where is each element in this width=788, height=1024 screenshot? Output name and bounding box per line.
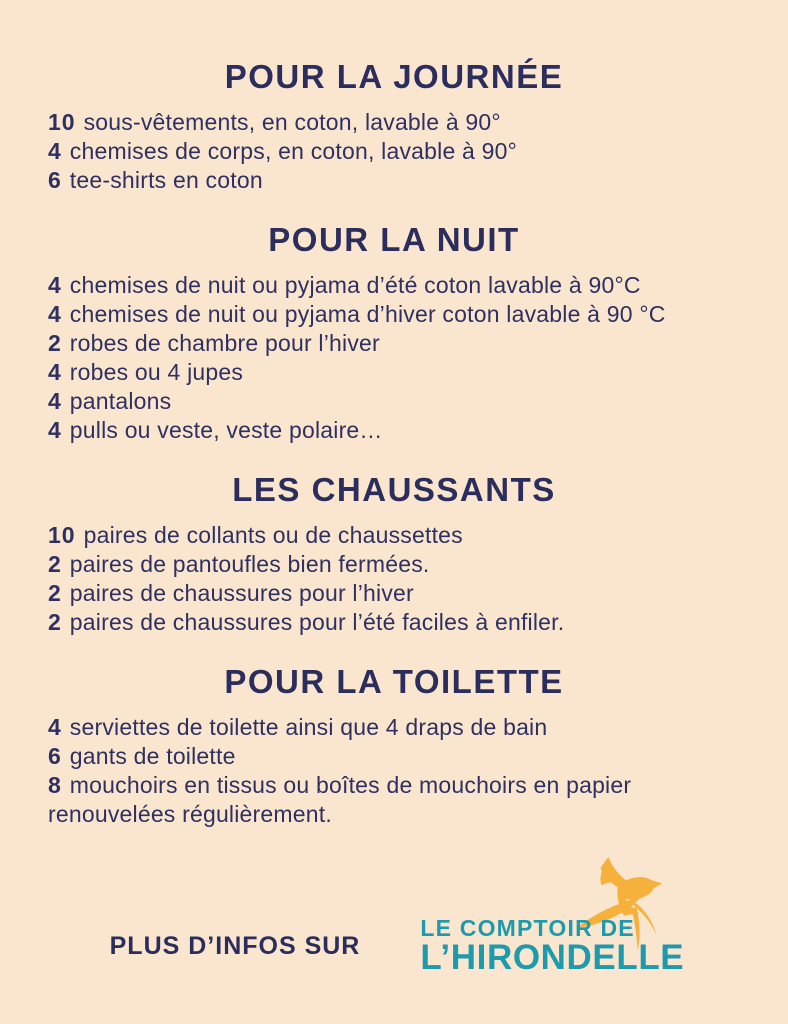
section-title: POUR LA JOURNÉE	[224, 58, 564, 95]
item-quantity: 4	[48, 714, 62, 740]
section-title: POUR LA NUIT	[268, 221, 520, 258]
item-text: pantalons	[69, 388, 172, 414]
list-item	[48, 329, 740, 358]
list-item	[48, 271, 740, 300]
logo-text	[420, 916, 684, 975]
item-list	[48, 271, 740, 445]
item-quantity: 2	[48, 609, 62, 635]
list-item	[48, 521, 740, 550]
item-quantity: 2	[48, 330, 62, 356]
item-text: pulls ou veste, veste polaire…	[69, 417, 383, 443]
list-item	[48, 713, 740, 742]
section-title: LES CHAUSSANTS	[232, 471, 556, 508]
list-item	[48, 579, 740, 608]
list-item	[48, 387, 740, 416]
item-quantity: 2	[48, 551, 62, 577]
item-quantity: 10	[48, 109, 76, 135]
item-quantity: 10	[48, 522, 76, 548]
list-item	[48, 358, 740, 387]
item-quantity: 4	[48, 138, 62, 164]
list-item	[48, 108, 740, 137]
item-text: paires de chaussures pour l’été faciles à enfiler.	[69, 609, 565, 635]
item-quantity: 4	[48, 272, 62, 298]
item-text: paires de chaussures pour l’hiver	[69, 580, 414, 606]
list-item	[48, 300, 740, 329]
item-text: tee-shirts en coton	[69, 167, 263, 193]
section-nuit	[48, 221, 740, 445]
item-text: sous-vêtements, en coton, lavable à 90°	[83, 109, 501, 135]
more-info-label: PLUS D’INFOS SUR	[109, 932, 361, 960]
item-quantity: 2	[48, 580, 62, 606]
item-text: chemises de corps, en coton, lavable à 90°	[69, 138, 517, 164]
section-toilette	[48, 663, 740, 829]
item-text: chemises de nuit ou pyjama d’hiver coton lavable à 90 °C	[69, 301, 666, 327]
item-text: gants de toilette	[69, 743, 236, 769]
item-quantity: 4	[48, 388, 62, 414]
item-list	[48, 713, 740, 829]
item-text: mouchoirs en tissus ou boîtes de mouchoirs en papier renouvelées régulièrement.	[48, 772, 632, 827]
item-text: paires de collants ou de chaussettes	[83, 522, 463, 548]
item-text: chemises de nuit ou pyjama d’été coton lavable à 90°C	[69, 272, 641, 298]
list-item	[48, 608, 740, 637]
item-quantity: 4	[48, 301, 62, 327]
item-quantity: 4	[48, 417, 62, 443]
list-item	[48, 550, 740, 579]
section-journee	[48, 58, 740, 195]
hirondelle-logo[interactable]	[420, 855, 685, 977]
item-text: paires de pantoufles bien fermées.	[69, 551, 430, 577]
item-quantity: 8	[48, 772, 62, 798]
item-text: robes ou 4 jupes	[69, 359, 244, 385]
list-item	[48, 166, 740, 195]
logo-line1: LE COMPTOIR DE	[420, 915, 635, 941]
item-list	[48, 108, 740, 195]
list-item	[48, 137, 740, 166]
logo-line2: L’HIRONDELLE	[420, 938, 685, 977]
list-item	[48, 416, 740, 445]
item-quantity: 6	[48, 743, 62, 769]
item-quantity: 4	[48, 359, 62, 385]
section-chaussants	[48, 471, 740, 637]
section-title: POUR LA TOILETTE	[224, 663, 564, 700]
footer	[48, 855, 740, 977]
item-list	[48, 521, 740, 637]
list-item	[48, 771, 740, 829]
item-text: serviettes de toilette ainsi que 4 draps de bain	[69, 714, 548, 740]
item-text: robes de chambre pour l’hiver	[69, 330, 380, 356]
list-item	[48, 742, 740, 771]
item-quantity: 6	[48, 167, 62, 193]
